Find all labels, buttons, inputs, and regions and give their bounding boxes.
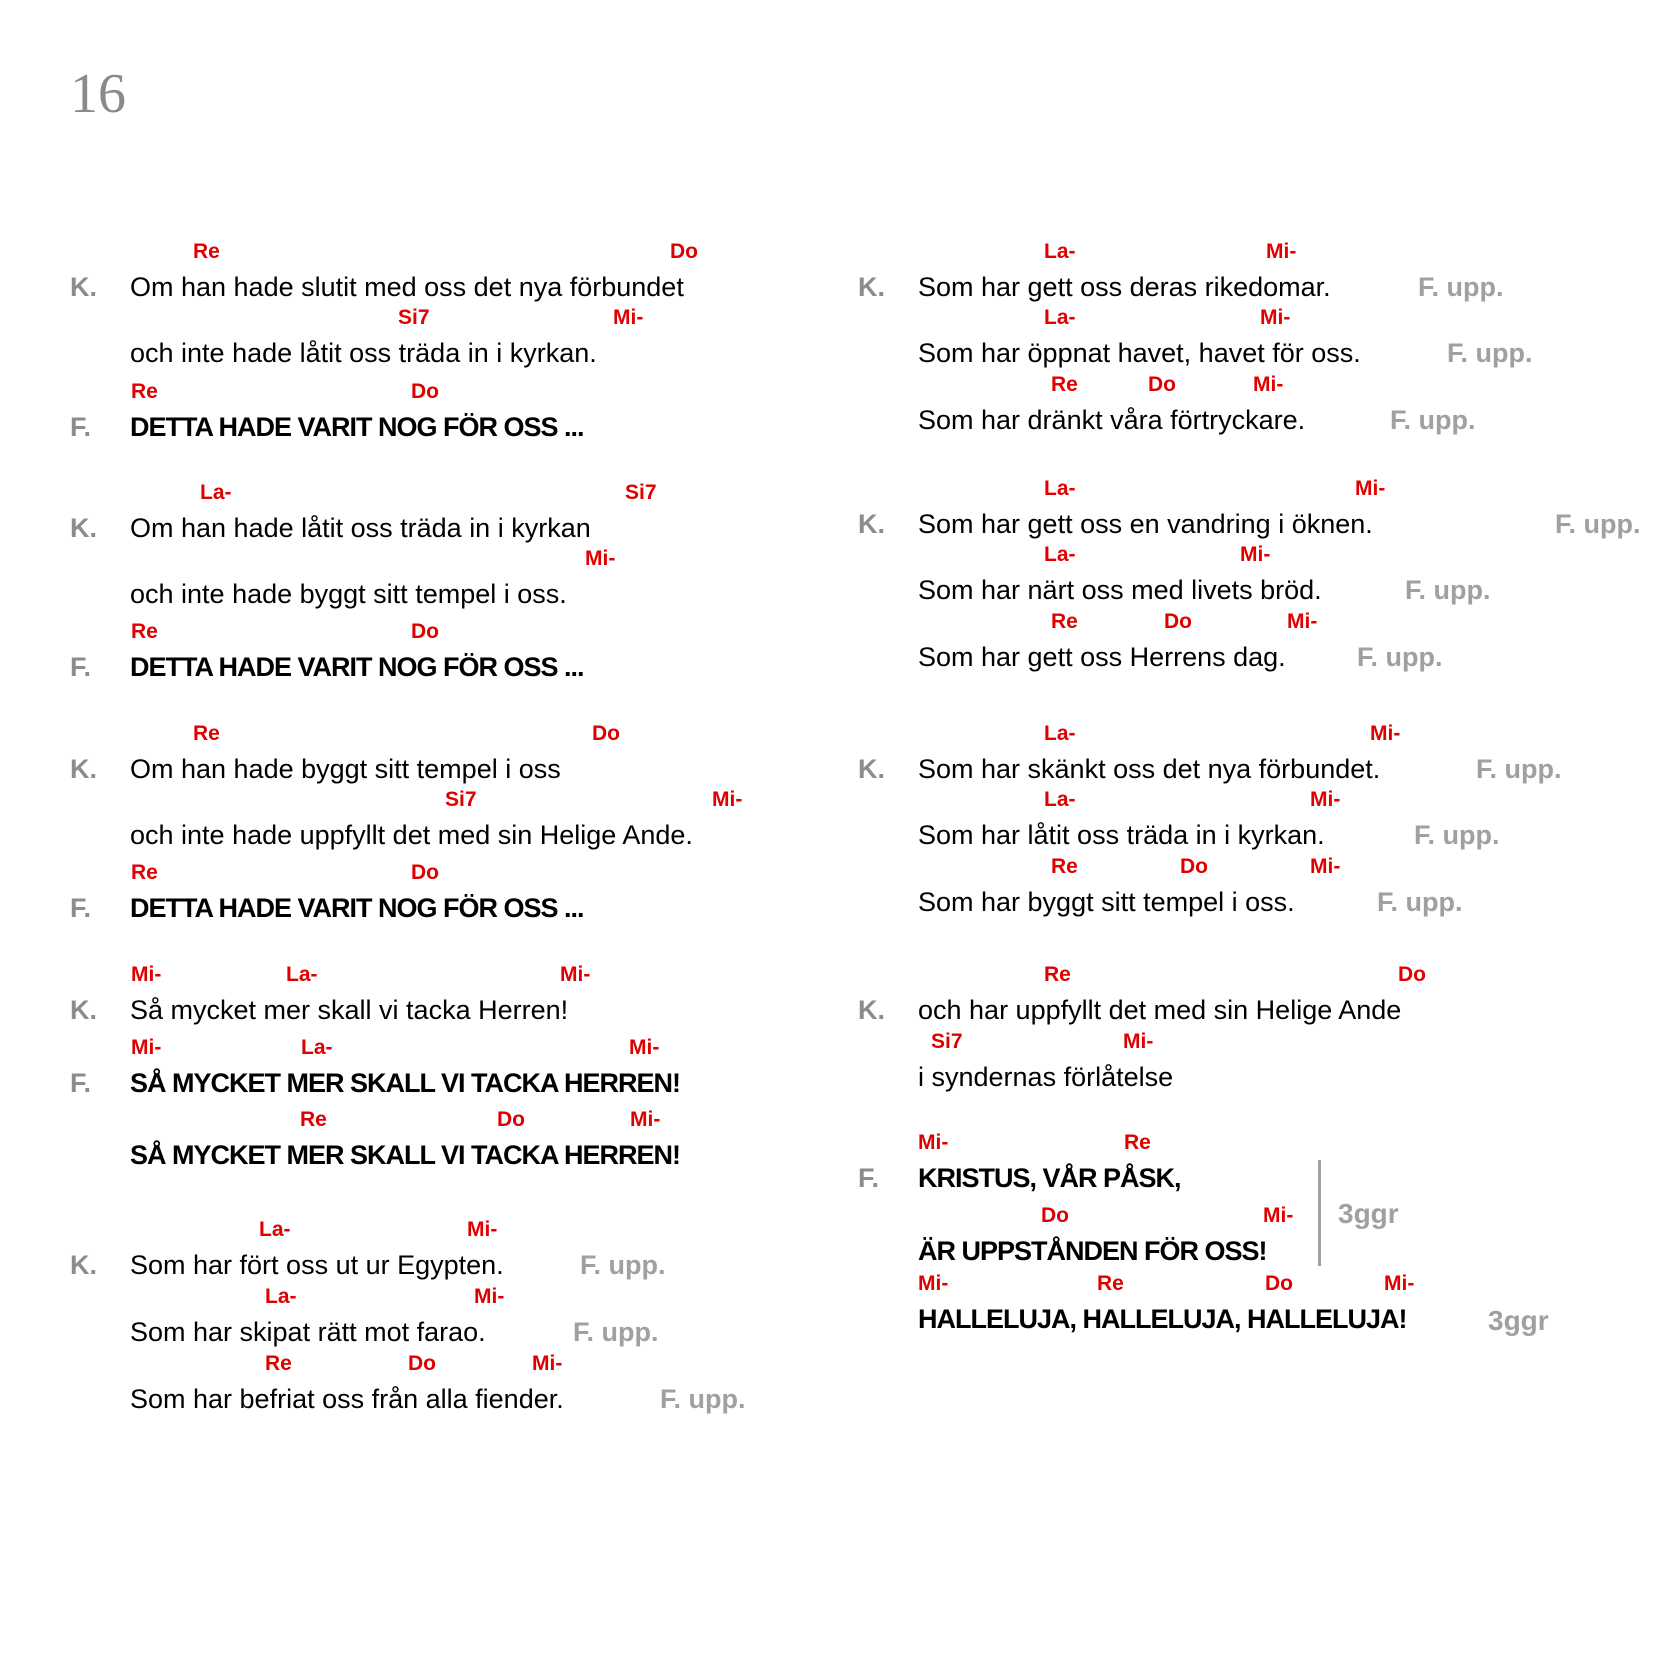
chord-label: Mi- xyxy=(1370,722,1401,745)
chord-label: La- xyxy=(1044,306,1076,329)
chord-label: Do xyxy=(411,861,439,884)
repeat-count: 3ggr xyxy=(1338,1198,1399,1229)
response-label: F. upp. xyxy=(1390,405,1476,435)
chord-label: Mi- xyxy=(1310,788,1341,811)
chord-label: Mi- xyxy=(918,1131,949,1154)
repeat-count: 3ggr xyxy=(1488,1305,1549,1336)
role-label: F. xyxy=(70,652,92,682)
role-label: K. xyxy=(858,272,885,302)
chord-label: La- xyxy=(259,1218,291,1241)
lyric-line: Som har dränkt våra förtryckare. xyxy=(918,405,1306,435)
lyric-line: ÄR UPPSTÅNDEN FÖR OSS! xyxy=(918,1236,1267,1266)
role-label: F. xyxy=(70,412,92,442)
response-label: F. upp. xyxy=(1357,642,1443,672)
chord-label: Si7 xyxy=(398,306,430,329)
chord-label: La- xyxy=(1044,240,1076,263)
lyric-line: Som har byggt sitt tempel i oss. xyxy=(918,887,1295,917)
chord-label: La- xyxy=(265,1285,297,1308)
lyric-line: i syndernas förlåtelse xyxy=(918,1062,1174,1092)
chord-label: Mi- xyxy=(1266,240,1297,263)
chord-label: Mi- xyxy=(613,306,644,329)
chord-label: Do xyxy=(408,1352,436,1375)
chord-label: Re xyxy=(131,620,158,643)
chord-label: Re xyxy=(1051,855,1078,878)
chord-label: Mi- xyxy=(1260,306,1291,329)
chord-label: Mi- xyxy=(1384,1272,1415,1295)
response-label: F. upp. xyxy=(1414,820,1500,850)
chord-label: Re xyxy=(193,722,220,745)
chord-label: Do xyxy=(670,240,698,263)
lyric-line: DETTA HADE VARIT NOG FÖR OSS ... xyxy=(130,412,584,442)
chord-label: La- xyxy=(1044,543,1076,566)
lyric-line: Om han hade låtit oss träda in i kyrkan xyxy=(130,513,591,543)
lyric-line: SÅ MYCKET MER SKALL VI TACKA HERREN! xyxy=(130,1068,681,1098)
lyric-line: Om han hade slutit med oss det nya förbundet xyxy=(130,272,684,302)
chord-label: Re xyxy=(131,380,158,403)
chord-label: Mi- xyxy=(630,1108,661,1131)
lyric-line: och har uppfyllt det med sin Helige Ande xyxy=(918,995,1402,1025)
chord-label: Re xyxy=(131,861,158,884)
lyric-line: Som har öppnat havet, havet för oss. xyxy=(918,338,1361,368)
lyric-line: Om han hade byggt sitt tempel i oss xyxy=(130,754,561,784)
lyric-line: Som har befriat oss från alla fiender. xyxy=(130,1384,564,1414)
lyric-line: och inte hade uppfyllt det med sin Helige Ande. xyxy=(130,820,693,850)
lyric-line: Som har gett oss en vandring i öknen. xyxy=(918,509,1373,539)
chord-label: La- xyxy=(286,963,318,986)
role-label: F. xyxy=(858,1163,880,1193)
chord-label: Re xyxy=(1051,373,1078,396)
chord-label: Mi- xyxy=(131,963,162,986)
chord-label: Re xyxy=(193,240,220,263)
chord-label: Mi- xyxy=(712,788,743,811)
chord-label: Mi- xyxy=(1253,373,1284,396)
chord-label: Mi- xyxy=(629,1036,660,1059)
lyric-line: och inte hade låtit oss träda in i kyrkan. xyxy=(130,338,597,368)
lyric-line: Så mycket mer skall vi tacka Herren! xyxy=(130,995,569,1025)
role-label: K. xyxy=(70,1250,97,1280)
chord-label: Si7 xyxy=(625,481,657,504)
response-label: F. upp. xyxy=(1476,754,1562,784)
response-label: F. upp. xyxy=(1447,338,1533,368)
chord-label: Mi- xyxy=(131,1036,162,1059)
chord-label: Do xyxy=(497,1108,525,1131)
response-label: F. upp. xyxy=(580,1250,666,1280)
response-label: F. upp. xyxy=(1405,575,1491,605)
role-label: K. xyxy=(858,995,885,1025)
chord-label: Mi- xyxy=(560,963,591,986)
response-label: F. upp. xyxy=(573,1317,659,1347)
chord-label: Mi- xyxy=(1263,1204,1294,1227)
chord-label: La- xyxy=(1044,788,1076,811)
chord-label: Re xyxy=(1044,963,1071,986)
chord-label: Mi- xyxy=(1123,1030,1154,1053)
lyric-line: Som har gett oss deras rikedomar. xyxy=(918,272,1331,302)
chord-label: La- xyxy=(301,1036,333,1059)
lyric-line: DETTA HADE VARIT NOG FÖR OSS ... xyxy=(130,893,584,923)
role-label: F. xyxy=(70,1068,92,1098)
role-label: K. xyxy=(70,272,97,302)
chord-label: Mi- xyxy=(1240,543,1271,566)
lyric-line: Som har skipat rätt mot farao. xyxy=(130,1317,486,1347)
lyric-line: DETTA HADE VARIT NOG FÖR OSS ... xyxy=(130,652,584,682)
chord-label: Do xyxy=(592,722,620,745)
role-label: K. xyxy=(70,513,97,543)
chord-label: La- xyxy=(200,481,232,504)
lyric-line: SÅ MYCKET MER SKALL VI TACKA HERREN! xyxy=(130,1140,681,1170)
chord-label: Do xyxy=(1398,963,1426,986)
chord-label: Mi- xyxy=(532,1352,563,1375)
chord-label: Do xyxy=(1164,610,1192,633)
chord-label: Si7 xyxy=(931,1030,963,1053)
chord-label: Re xyxy=(1124,1131,1151,1154)
chord-label: Re xyxy=(300,1108,327,1131)
chord-label: Re xyxy=(265,1352,292,1375)
chord-label: Do xyxy=(1265,1272,1293,1295)
role-label: K. xyxy=(858,754,885,784)
chord-label: Re xyxy=(1051,610,1078,633)
chord-label: Mi- xyxy=(1355,477,1386,500)
lyric-line: HALLELUJA, HALLELUJA, HALLELUJA! xyxy=(918,1304,1407,1334)
role-label: F. xyxy=(70,893,92,923)
chord-label: Mi- xyxy=(585,547,616,570)
chord-label: La- xyxy=(1044,477,1076,500)
chord-label: Do xyxy=(411,620,439,643)
chord-label: Mi- xyxy=(918,1272,949,1295)
chord-label: Mi- xyxy=(1310,855,1341,878)
lyric-line: Som har låtit oss träda in i kyrkan. xyxy=(918,820,1325,850)
role-label: K. xyxy=(858,509,885,539)
chord-label: Mi- xyxy=(1287,610,1318,633)
response-label: F. upp. xyxy=(660,1384,746,1414)
page-number: 16 xyxy=(70,63,126,125)
response-label: F. upp. xyxy=(1418,272,1504,302)
lyric-line: Som har fört oss ut ur Egypten. xyxy=(130,1250,504,1280)
response-label: F. upp. xyxy=(1377,887,1463,917)
chord-label: Do xyxy=(1041,1204,1069,1227)
chord-label: Re xyxy=(1097,1272,1124,1295)
chord-label: Si7 xyxy=(445,788,477,811)
chord-label: Mi- xyxy=(474,1285,505,1308)
lyric-line: Som har skänkt oss det nya förbundet. xyxy=(918,754,1381,784)
chord-label: Mi- xyxy=(467,1218,498,1241)
role-label: K. xyxy=(70,754,97,784)
lyric-line: Som har närt oss med livets bröd. xyxy=(918,575,1322,605)
response-label: F. upp. xyxy=(1555,509,1641,539)
chord-label: Do xyxy=(1180,855,1208,878)
lyric-line: och inte hade byggt sitt tempel i oss. xyxy=(130,579,567,609)
chord-label: La- xyxy=(1044,722,1076,745)
chord-label: Do xyxy=(411,380,439,403)
lyric-line: Som har gett oss Herrens dag. xyxy=(918,642,1286,672)
role-label: K. xyxy=(70,995,97,1025)
repeat-bracket xyxy=(1318,1160,1321,1266)
lyric-line: KRISTUS, VÅR PÅSK, xyxy=(918,1163,1181,1193)
chord-label: Do xyxy=(1148,373,1176,396)
